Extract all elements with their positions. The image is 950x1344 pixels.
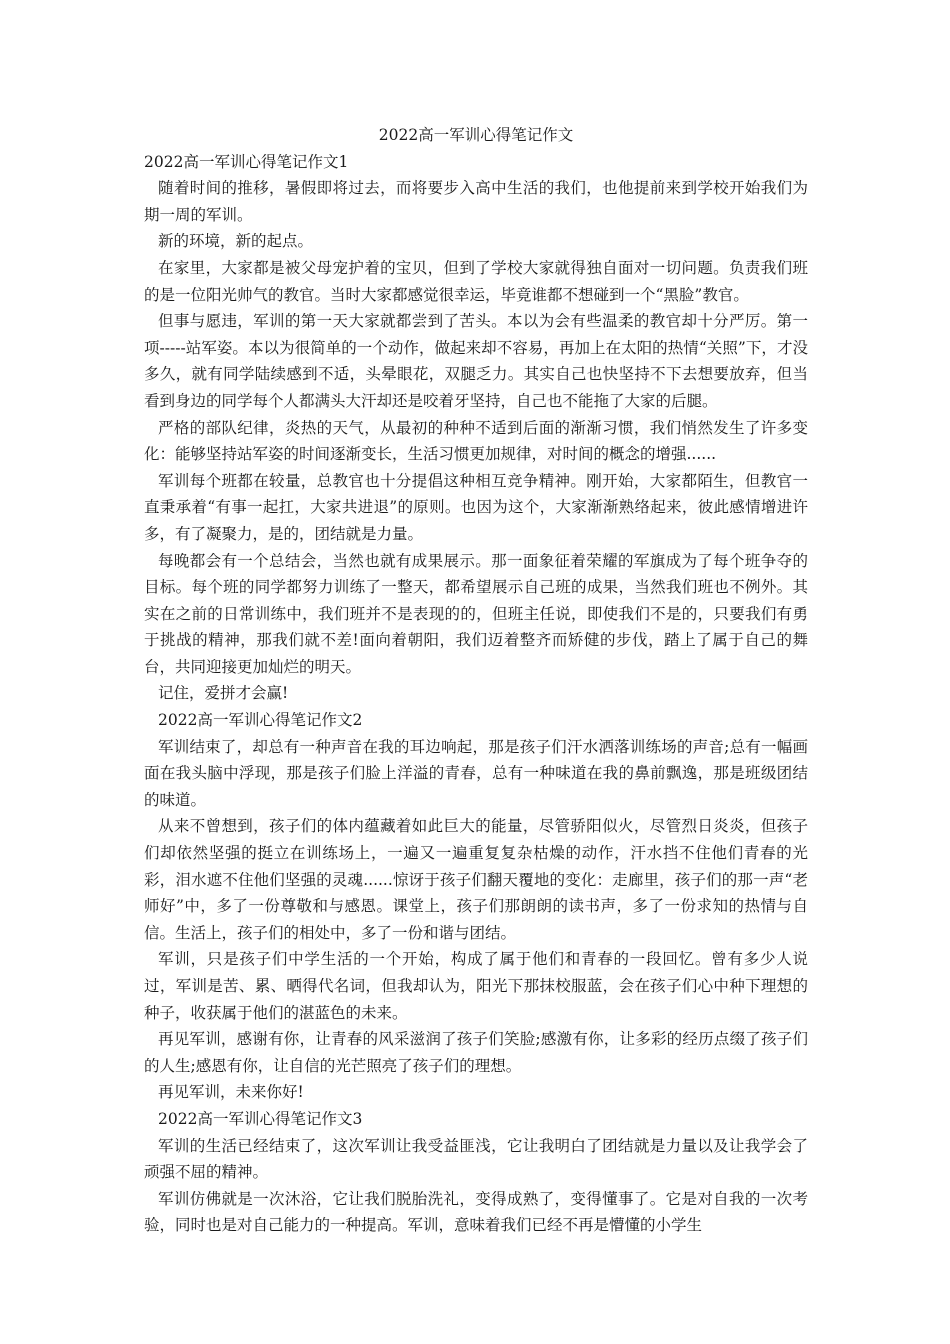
paragraph: 随着时间的推移，暑假即将过去，而将要步入高中生活的我们，也他提前来到学校开始我们为期一周的军训。 [144,179,808,224]
essay-section-1 [144,149,808,707]
section-heading: 2022高一军训心得笔记作文3 [158,1109,363,1128]
essay-section-2 [144,707,808,1106]
paragraph: 再见军训，感谢有你，让青春的风采滋润了孩子们笑脸;感激有你，让多彩的经历点缀了孩子们的人生;感恩有你，让自信的光芒照亮了孩子们的理想。 [144,1030,808,1075]
essay-section-3 [144,1106,808,1239]
paragraph: 军训仿佛就是一次沐浴，它让我们脱胎洗礼，变得成熟了，变得懂事了。它是对自我的一次考验，同时也是对自己能力的一种提高。军训，意味着我们已经不再是懵懂的小学生 [144,1189,808,1235]
document-page [144,122,808,1239]
section-heading: 2022高一军训心得笔记作文1 [144,152,349,171]
paragraph: 记住，爱拼才会赢! [158,684,289,703]
paragraph: 再见军训，未来你好! [158,1083,304,1102]
paragraph: 但事与愿违，军训的第一天大家就都尝到了苦头。本以为会有些温柔的教官却十分严厉。第一项-----站军姿。本以为很简单的一个动作，做起来却不容易，再加上在太阳的热情“关照”下，才没多久，就有同学陆续感到不适，头晕眼花，双腿乏力。其实自己也快坚持不下去想要放弃，但当看到身边的同学每个人都满头大汗却还是咬着牙坚持，自己也不能拖了大家的后腿。 [144,312,808,410]
document-title: 2022高一军训心得笔记作文 [378,126,574,144]
paragraph: 在家里，大家都是被父母宠护着的宝贝，但到了学校大家就得独自面对一切问题。负责我们班的是一位阳光帅气的教官。当时大家都感觉很幸运，毕竟谁都不想碰到一个“黑脸”教官。 [144,258,808,304]
paragraph: 从来不曾想到，孩子们的体内蕴藏着如此巨大的能量，尽管骄阳似火，尽管烈日炎炎，但孩子们却依然坚强的挺立在训练场上，一遍又一遍重复复杂枯燥的动作，汗水挡不住他们青春的光彩，泪水遮不住他们坚强的灵魂......惊讶于孩子们翻天覆地的变化：走廊里，孩子们的那一声“老师好”中，多了一份尊敬和与感恩。课堂上，孩子们那朗朗的读书声，多了一份求知的热情与自信。生活上，孩子们的相处中，多了一份和谐与团结。 [144,817,808,942]
paragraph: 军训每个班都在较量，总教官也十分提倡这种相互竞争精神。刚开始，大家都陌生，但教官一直秉承着“有事一起扛，大家共进退”的原则。也因为这个，大家渐渐熟络起来，彼此感情增进许多，有了凝聚力，是的，团结就是力量。 [144,471,808,543]
paragraph: 军训，只是孩子们中学生活的一个开始，构成了属于他们和青春的一段回忆。曾有多少人说过，军训是苦、累、晒得代名词，但我却认为，阳光下那抹校服蓝，会在孩子们心中种下理想的种子，收获属于他们的湛蓝色的未来。 [144,950,808,1022]
paragraph: 严格的部队纪律，炎热的天气，从最初的种种不适到后面的渐渐习惯，我们悄然发生了许多变化：能够坚持站军姿的时间逐渐变长，生活习惯更加规律，对时间的概念的增强...... [144,418,808,464]
paragraph: 军训的生活已经结束了，这次军训让我受益匪浅，它让我明白了团结就是力量以及让我学会了顽强不屈的精神。 [144,1136,808,1182]
paragraph: 新的环境，新的起点。 [158,232,314,251]
paragraph: 每晚都会有一个总结会，当然也就有成果展示。那一面象征着荣耀的军旗成为了每个班争夺的目标。每个班的同学都努力训练了一整天，都希望展示自己班的成果，当然我们班也不例外。其实在之前的日常训练中，我们班并不是表现的的，但班主任说，即使我们不是的，只要我们有勇于挑战的精神，那我们就不差!面向着朝阳，我们迈着整齐而矫健的步伐，踏上了属于自己的舞台，共同迎接更加灿烂的明天。 [144,551,808,676]
section-heading: 2022高一军训心得笔记作文2 [158,711,363,730]
paragraph: 军训结束了，却总有一种声音在我的耳边响起，那是孩子们汗水洒落训练场的声音;总有一幅画面在我头脑中浮现，那是孩子们脸上洋溢的青春，总有一种味道在我的鼻前飘逸，那是班级团结的味道。 [144,737,808,809]
